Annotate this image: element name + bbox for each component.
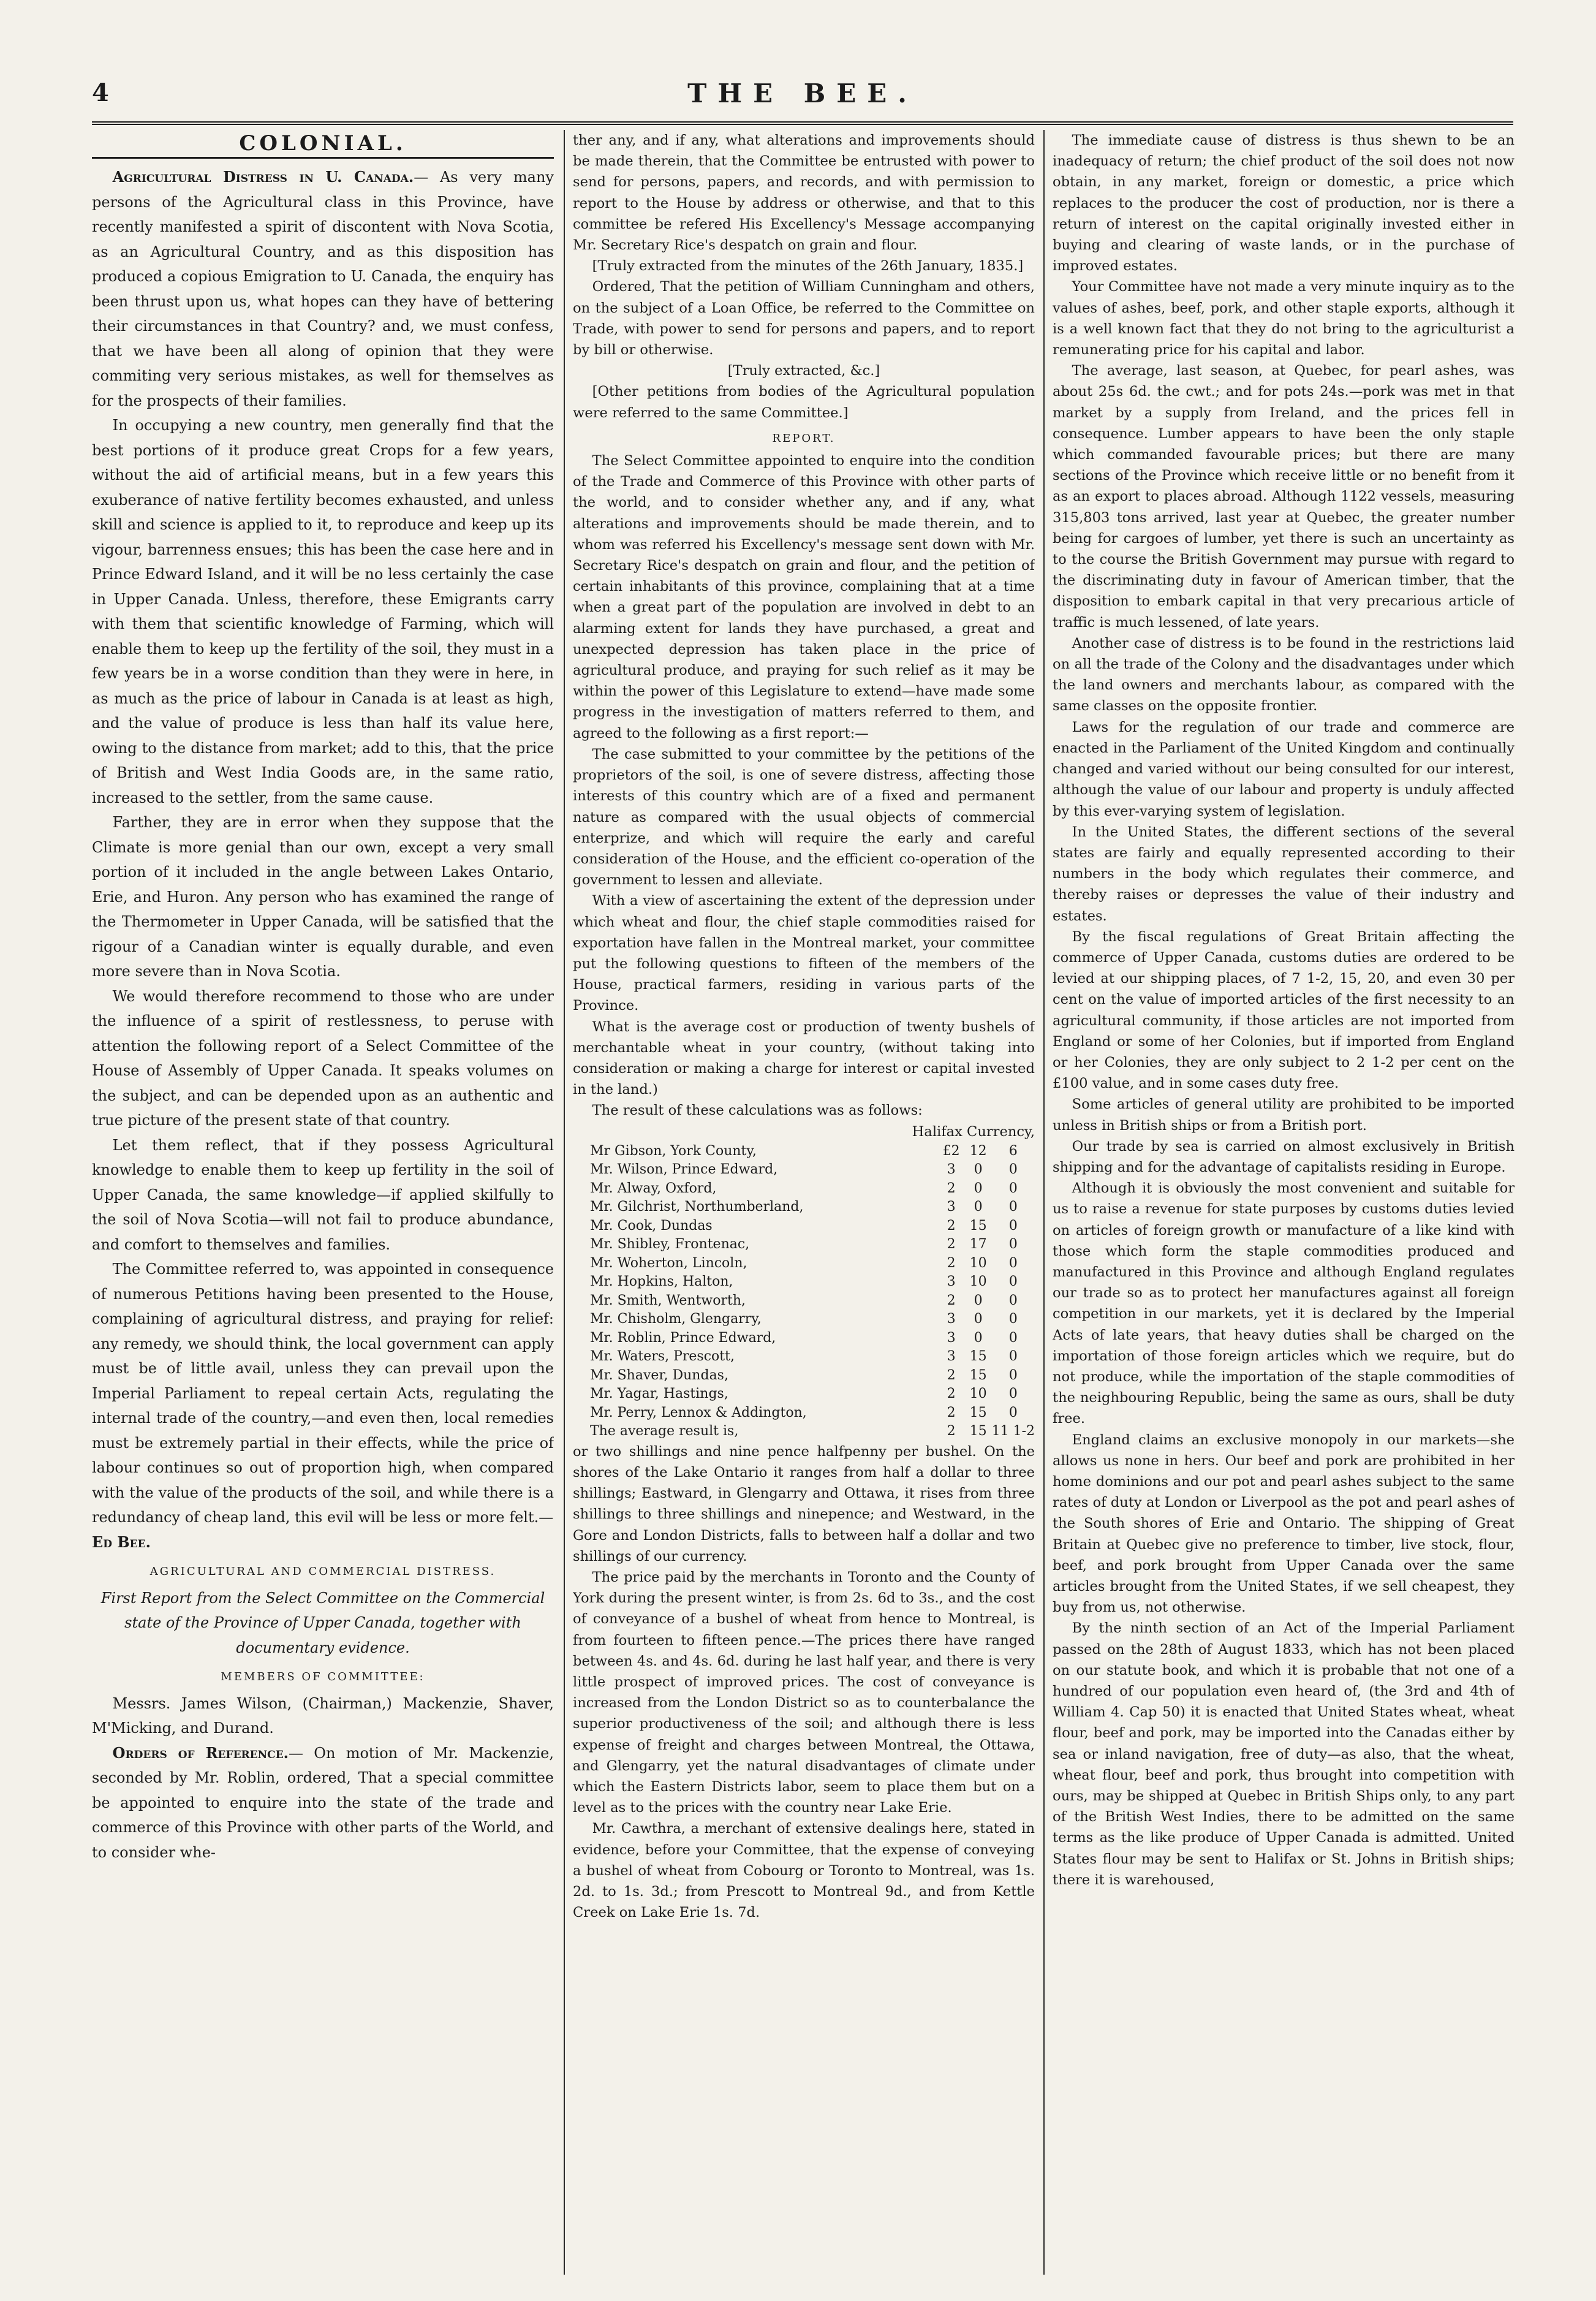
masthead xyxy=(92,78,1513,125)
article-paragraph: Farther, they are in error when they suppose that the Climate is more genial than our own, except a very small portion of it included in the angle between Lakes Ontario, Erie, and Huron. Any person who has examined the range of the Thermometer in Upper Canada, will be satisfied that the rigour of a Canadian winter is equally durable, and even more severe than in Nova Scotia. xyxy=(92,814,554,980)
article-paragraph: [Truly extracted from the minutes of the 26th January, 1835.] xyxy=(592,258,1024,275)
article-paragraph: The price paid by the merchants in Toronto and the County of York during the present winter, is from 2s. 6d to 3s., and the cost of conveyance of a bushel of wheat from hence to Montreal, is from fourteen to fifteen pence.—The prices there have ranged between 4s. and 4s. 6d. during he last half year, and there is very little prospect of improved prices. The cost of conveyance is increased from the London District so as to counterbalance the superior productiveness of the soil; and although there is less expense of freight and charges between Montreal, the Ottawa, and Glengarry, yet the natural disadvantages of climate under which the Eastern Districts labor, seem to place them but on a level as to the prices with the country near Lake Erie. xyxy=(573,1569,1035,1816)
table-row: Mr. Wilson, Prince Edward, 3 0 0 xyxy=(590,1162,1018,1178)
column-rule xyxy=(564,130,565,2275)
article-paragraph: The immediate cause of distress is thus shewn to be an inadequacy of return; the chief product of the soil does not now obtain, in any market, foreign or domestic, a price which replaces to the producer the cost of production, nor is there a return of interest on the capital originally invested either in buying and clearing of waste lands, or in the purchase of improved estates. xyxy=(1053,132,1515,275)
article-paragraph: By the ninth section of an Act of the Imperial Parliament passed on the 28th of August 1833, which has not been placed on our statute book, and which it is probable that not one of a hundred of our population even heard of, (the 3rd and 4th of William 4. Cap 50) it is enacted that United States wheat, wheat flour, beef and pork, may be imported into the Canadas either by sea or inland navigation, free of duty—as also, that the wheat, wheat flour, beef and pork, thus brought into competition with ours, may be shipped at Quebec in British Ships only, to any part of the British West Indies, there to be admitted on the same terms as the like produce of Upper Canada is admitted. United States flour may be sent to Halifax or St. Johns in British ships; there it is warehoused, xyxy=(1053,1620,1515,1888)
article-paragraph: Another case of distress is to be found in the restrictions laid on all the trade of the Colony and the disadvantages under which the land owners and merchants labour, as compared with the same classes on the opposite frontier. xyxy=(1053,635,1515,715)
table-row: Mr. Woherton, Lincoln, 2 10 0 xyxy=(590,1255,1018,1271)
table-intro: The result of these calculations was as follows: xyxy=(592,1102,923,1119)
orders-of-reference: Orders of Reference.— On motion of Mr. Mackenzie, seconded by Mr. Roblin, ordered, That a special committee be appointed to enquire into the state of the trade and commerce of this Province with other parts of the World, and to consider whe- xyxy=(92,1743,554,1861)
table-row: Mr. Shibley, Frontenac, 2 17 0 xyxy=(590,1237,1018,1253)
column-2 xyxy=(573,130,1035,2275)
table-row: Mr. Hopkins, Halton, 3 10 0 xyxy=(590,1274,1018,1290)
article-paragraph: Ordered, That the petition of William Cunningham and others, on the subject of a Loan Office, be referred to the Committee on Trade, with power to send for persons and papers, and to report by bill or otherwise. xyxy=(573,279,1035,358)
sub-heading: AGRICULTURAL AND COMMERCIAL DISTRESS. xyxy=(149,1565,496,1578)
members-heading: MEMBERS OF COMMITTEE: xyxy=(221,1670,425,1683)
article-paragraph: England claims an exclusive monopoly in our markets—she allows us none in hers. Our beef and pork are prohibited in her home dominions and our pot and pearl ashes subject to the same rates of duty at London or Liverpool as the pot and pearl ashes of the South shores of Erie and Ontario. The shipping of Great Britain at Quebec give no preference to timber, live stock, flour, beef, and pork brought from Upper Canada over the same articles brought from the United States, if we sell cheapest, they buy from us, not otherwise. xyxy=(1053,1431,1515,1616)
table-row: Mr. Alway, Oxford, 2 0 0 xyxy=(590,1180,1018,1196)
table-row: Mr. Roblin, Prince Edward, 3 0 0 xyxy=(590,1330,1018,1346)
report-title: First Report from the Select Committee on the Commercial state of the Province of Upper Canada, together with documentary evidence. xyxy=(100,1589,545,1656)
article-paragraph: Let them reflect, that if they possess Agricultural knowledge to enable them to keep up fertility in the soil of Upper Canada, the same knowledge—if applied skilfully to the soil of Nova Scotia—will not fail to produce abundance, and comfort to themselves and families. xyxy=(92,1136,554,1253)
article-paragraph: In occupying a new country, men generally find that the best portions of it produce great Crops for a few years, without the aid of artificial means, but in a few years this exuberance of native fertility becomes exhausted, and unless skill and science is applied to it, to reproduce and keep up its vigour, barrenness ensues; this has been the case here and in Prince Edward Island, and it will be no less certainly the case in Upper Canada. Unless, therefore, these Emigrants carry with them that scientific knowledge of Farming, which will enable them to keep up the fertility of the soil, they must in a few years be in a worse condition than they were in here, in as much as the price of labour in Canada is at least as high, and the value of produce is less than half its value here, owing to the distance from market; add to this, that the price of British and West India Goods are, in the same ratio, increased to the settler, from the same cause. xyxy=(92,417,554,806)
table-row: Mr Gibson, York County, £2 12 6 xyxy=(590,1143,1018,1159)
newspaper-title: THE BEE. xyxy=(687,78,918,108)
table-row-average: The average result is, 2 15 11 1-2 xyxy=(590,1423,1035,1439)
calculation-table xyxy=(573,1142,1035,1441)
article-paragraph: Mr. Cawthra, a merchant of extensive dealings here, stated in evidence, before your Committee, that the expense of conveying a bushel of wheat from Cobourg or Toronto to Montreal, was 1s. 2d. to 1s. 3d.; from Prescott to Montreal 9d., and from Kettle Creek on Lake Erie 1s. 7d. xyxy=(573,1821,1035,1921)
article-lead-in: Agricultural Distress in U. Canada. xyxy=(112,168,414,186)
extract-note: [Truly extracted, &c.] xyxy=(727,363,880,379)
petitions-note: [Other petitions from bodies of the Agricultural population were referred to the same Committee.] xyxy=(573,384,1035,421)
section-title: COLONIAL. xyxy=(92,130,554,159)
article-paragraph: Our trade by sea is carried on almost exclusively in British shipping and for the advantage of capitalists residing in Europe. xyxy=(1053,1138,1515,1175)
article-paragraph: By the fiscal regulations of Great Britain affecting the commerce of Upper Canada, customs duties are ordered to be levied at our shipping places, of 7 1-2, 15, 20, and even 30 per cent on the value of imported articles of the first necessity to an agricultural community, if those articles are not imported from England or some of her Colonies, but if imported from England or her Colonies, they are only subject to 2 1-2 per cent on the £100 value, and in some cases duty free. xyxy=(1053,928,1515,1092)
table-row: Mr. Waters, Prescott, 3 15 0 xyxy=(590,1349,1018,1365)
page-number: 4 xyxy=(92,78,109,107)
article-paragraph: Agricultural Distress in U. Canada.— As very many persons of the Agricultural class in this Province, have recently manifested a spirit of discontent with Nova Scotia, as an Agricultural Country, and as this disposition has produced a copious Emigration to U. Canada, the enquiry has been thrust upon us, what hopes can they have of bettering their circumstances in that Country? and, we must confess, that we have been all along of opinion that they were commiting very serious mistakes, as well for themselves as for the prospects of their families. xyxy=(92,168,554,409)
report-heading: REPORT. xyxy=(772,431,836,445)
article-paragraph: The case submitted to your committee by the petitions of the proprietors of the soil, is one of severe distress, affecting those interests of this country which are of a fixed and permanent nature as compared with the usual objects of commercial enterprize, and which will require the early and careful consideration of the House, and the efficient co-operation of the government to lessen and alleviate. xyxy=(573,746,1035,889)
article-paragraph: With a view of ascertaining the extent of the depression under which wheat and flour, the chief staple commodities raised for exportation have fallen in the Montreal market, your committee put the following questions to fifteen of the members of the House, practical farmers, residing in various parts of the Province. xyxy=(573,893,1035,1014)
article-paragraph: ther any, and if any, what alterations and improvements should be made therein, that the Committee be entrusted with power to send for persons, papers, and records, and with permission to report to the House by address or otherwise, and that to this committee be refered His Excellency's Message accompanying Mr. Secretary Rice's despatch on grain and flour. xyxy=(573,132,1035,254)
article-paragraph: In the United States, the different sections of the several states are fairly and equally represented according to their numbers in the body which regulates their commerce, and thereby raises or depresses the value of their industry and estates. xyxy=(1053,824,1515,924)
article-paragraph: or two shillings and nine pence halfpenny per bushel. On the shores of the Lake Ontario it ranges from half a dollar to three shillings; Eastward, in Glengarry and Ottawa, it rises from three shillings to three shillings and ninepence; and Westward, in the Gore and London Districts, falls to between half a dollar and two shillings of our currency. xyxy=(573,1443,1035,1564)
committee-members: Messrs. James Wilson, (Chairman,) Mackenzie, Shaver, M'Micking, and Durand. xyxy=(92,1694,554,1737)
column-1 xyxy=(92,130,554,2275)
table-row: Mr. Cook, Dundas 2 15 0 xyxy=(590,1218,1018,1234)
article-paragraph: The Select Committee appointed to enquire into the condition of the Trade and Commerce of this Province with other parts of the world, and to consider whether any, and if any, what alterations and improvements should be made therein, and to whom was referred his Excellency's message sent down with Mr. Secretary Rice's despatch on grain and flour, and the petition of certain inhabitants of this province, complaining that at a time when a great part of the population are involved in debt to an alarming extent for lands they have purchased, a great and unexpected depression has taken place in the price of agricultural produce, and praying for such relief as it may be within the power of this Legislature to extend—have made some progress in the investigation of matters referred to them, and agreed to the following as a first report:— xyxy=(573,453,1035,741)
table-row: Mr. Smith, Wentworth, 2 0 0 xyxy=(590,1292,1018,1308)
article-paragraph: We would therefore recommend to those who are under the influence of a spirit of restlessness, to peruse with attention the following report of a Select Committee of the House of Assembly of Upper Canada. It speaks volumes on the subject, and can be depended upon as an authentic and true picture of the present state of that country. xyxy=(92,987,554,1129)
article-paragraph: The average, last season, at Quebec, for pearl ashes, was about 25s 6d. the cwt.; and for pots 24s.—pork was met in that market by a supply from Ireland, and the prices fell in consequence. Lumber appears to have been the only staple which commanded favourable prices; but there are many sections of the Province which receive little or no benefit from it as an export to places abroad. Although 1122 vessels, measuring 315,803 tons arrived, last year at Quebec, the greater number being for cargoes of lumber, yet there is such an uncertainty as to the course the British Government may pursue with regard to the discriminating duty in favour of American timber, that the disposition to embark capital in that very precarious article of traffic is much lessened, of late years. xyxy=(1053,363,1515,631)
article-paragraph: What is the average cost or production of twenty bushels of merchantable wheat in your country, (without taking into consideration or making a charge for interest or capital invested in the land.) xyxy=(573,1018,1035,1098)
column-3 xyxy=(1053,130,1515,2275)
article-paragraph: Laws for the regulation of our trade and commerce are enacted in the Parliament of the United Kingdom and continually changed and varied without our being consulted for our interest, although the value of our labour and property is unduly affected by this ever-varying system of legislation. xyxy=(1053,719,1515,819)
table-row: Mr. Shaver, Dundas, 2 15 0 xyxy=(590,1367,1018,1383)
column-rule xyxy=(1043,130,1045,2275)
table-row: Mr. Perry, Lennox & Addington, 2 15 0 xyxy=(590,1404,1018,1420)
table-row: Mr. Gilchrist, Northumberland, 3 0 0 xyxy=(590,1199,1018,1215)
article-paragraph: Some articles of general utility are prohibited to be imported unless in British ships or from a British port. xyxy=(1053,1096,1515,1134)
article-paragraph: Your Committee have not made a very minute inquiry as to the values of ashes, beef, pork, and other staple exports, although it is a well known fact that they do not bring to the agriculturist a remunerating price for his capital and labor. xyxy=(1053,279,1515,358)
editor-signature: Ed Bee. xyxy=(92,1533,151,1551)
table-row: Mr. Yagar, Hastings, 2 10 0 xyxy=(590,1386,1018,1402)
currency-heading: Halifax Currency, xyxy=(912,1123,1035,1140)
table-row: Mr. Chisholm, Glengarry, 3 0 0 xyxy=(590,1311,1018,1327)
article-paragraph: The Committee referred to, was appointed in consequence of numerous Petitions having been presented to the House, complaining of agricultural distress, and praying for relief: any remedy, we should think, the local government can apply must be of little avail, unless they can prevail upon the Imperial Parliament to repeal certain Acts, regulating the internal trade of the country,—and even then, local remedies must be extremely partial in their effects, while the price of labour continues so out of proportion high, when compared with the value of the products of the soil, and while there is a redundancy of cheap land, this evil will be less or more felt.— xyxy=(92,1260,554,1526)
article-paragraph: Although it is obviously the most convenient and suitable for us to raise a revenue for state purposes by customs duties levied on articles of foreign growth or manufacture of a like kind with those which form the staple commodities produced and manufactured in this Province and although England regulates our trade so as to protect her manufactures against all foreign competition in our markets, yet it is declared by the Imperial Acts of late years, that heavy duties shall be charged on the importation of those foreign articles which we require, but do not produce, while the importation of the staple commodities of the neighbouring Republic, being the same as ours, shall be duty free. xyxy=(1053,1180,1515,1427)
